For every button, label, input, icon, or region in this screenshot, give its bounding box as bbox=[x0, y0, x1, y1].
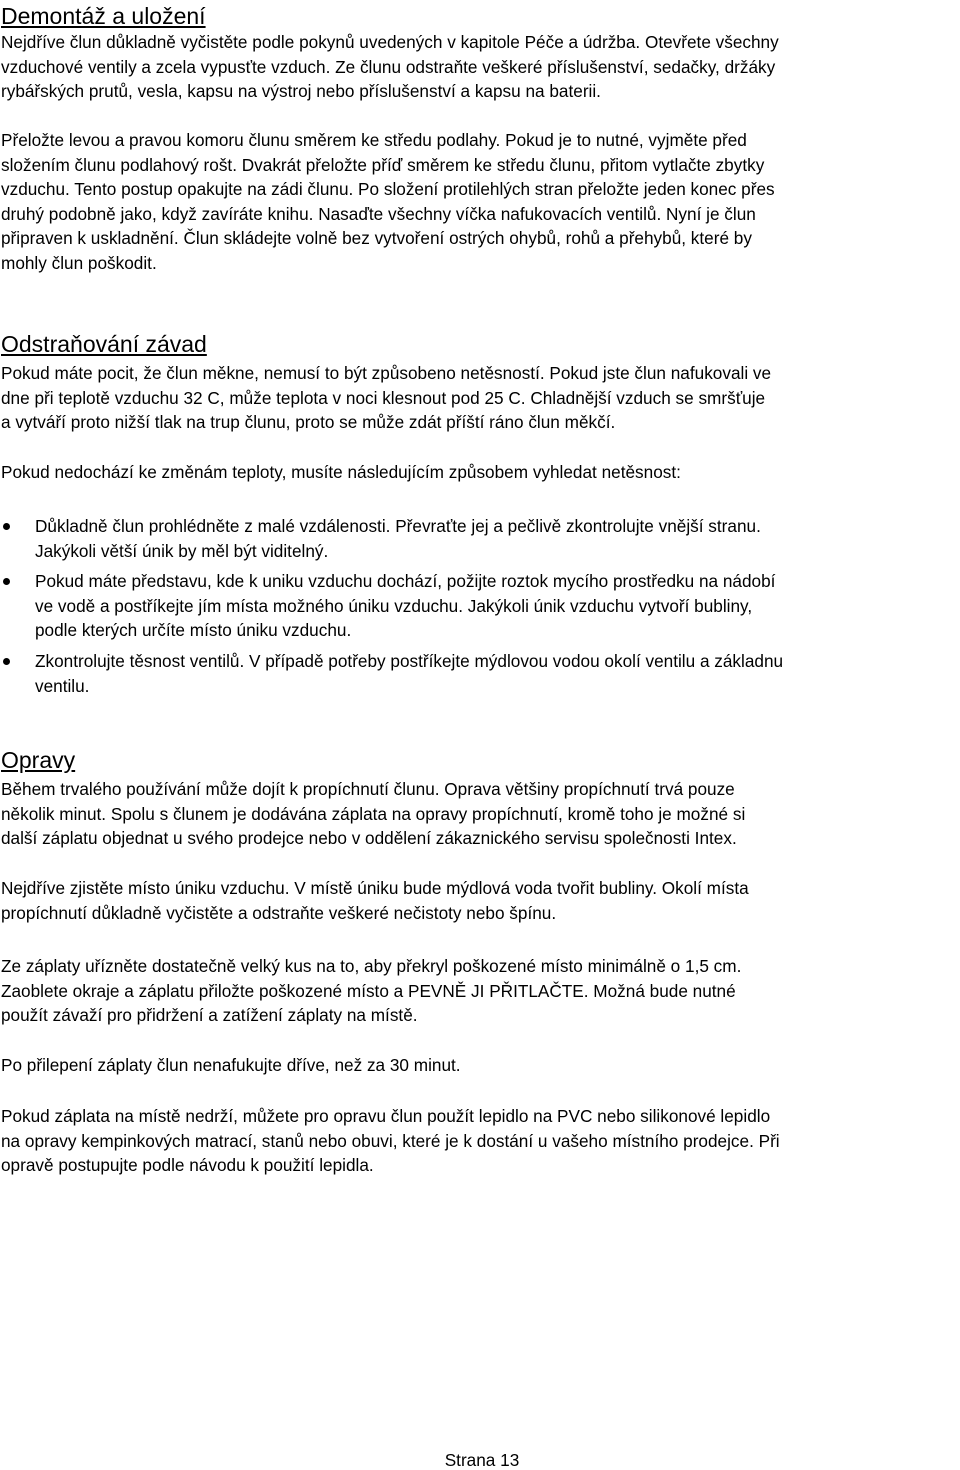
text-line: Po přilepení záplaty člun nenafukujte dříve, než za 30 minut. bbox=[1, 1055, 461, 1075]
text-line: opravě postupujte podle návodu k použití lepidla. bbox=[1, 1155, 374, 1176]
list-item bbox=[0, 514, 783, 563]
text-line: Nejdříve zjistěte místo úniku vzduchu. V místě úniku bude mýdlová voda tvořit bubliny. Okolí místa bbox=[1, 878, 749, 898]
text-line: několik minut. Spolu s člunem je dodávána záplata na opravy propíchnutí, kromě toho je možné si bbox=[1, 803, 746, 824]
text-line: další záplatu objednat u svého prodejce nebo v oddělení zákaznického servisu společnosti Intex. bbox=[1, 828, 737, 849]
text-line: Pokud záplata na místě nedrží, můžete pro opravu člun použít lepidlo na PVC nebo silikonové lepidlo bbox=[1, 1106, 771, 1126]
bullet-icon bbox=[3, 658, 10, 665]
paragraph-opravy-5 bbox=[1, 1104, 780, 1178]
text-line: ve vodě a postříkejte jím místa možného úniku vzduchu. Jakýkoli únik vzduchu vytvoří bubliny, bbox=[35, 595, 753, 616]
text-line: vzduchové ventily a zcela vypusťte vzduch. Ze člunu odstraňte veškeré příslušenství, sedačky, držáky bbox=[1, 56, 776, 77]
text-line: složením člunu podlahový rošt. Dvakrát přeložte příď směrem ke středu člunu, přitom vytlačte zbytky bbox=[1, 154, 765, 175]
text-line: Zkontrolujte těsnost ventilů. V případě potřeby postříkejte mýdlovou vodou okolí ventilu a základnu bbox=[35, 650, 784, 671]
paragraph-opravy-2 bbox=[1, 876, 749, 925]
heading-opravy: Opravy bbox=[1, 747, 76, 773]
list-item-text bbox=[35, 649, 783, 698]
text-line: Ze záplaty uřízněte dostatečně velký kus na to, aby překryl poškozené místo minimálně o 1,5 cm. bbox=[1, 956, 742, 976]
text-line: druhý podobně jako, když zavíráte knihu. Nasaďte všechny víčka nafukovacích ventilů. Nyní je člun bbox=[1, 203, 756, 224]
text-line: Pokud máte představu, kde k uniku vzduchu dochází, požijte roztok mycího prostředku na nádobí bbox=[35, 571, 776, 592]
text-line: a vytváří proto nižší tlak na trup člunu, proto se může zdát příští ráno člun měkčí. bbox=[1, 412, 616, 433]
list-item-text bbox=[35, 514, 783, 563]
paragraph-demontaz-2 bbox=[1, 128, 775, 276]
bullet-icon bbox=[3, 523, 10, 530]
text-line: připraven k uskladnění. Člun skládejte volně bez vytvoření ostrých ohybů, rohů a přehybů, které by bbox=[1, 228, 752, 249]
text-line: Během trvalého používání může dojít k propíchnutí člunu. Oprava většiny propíchnutí trvá pouze bbox=[1, 779, 735, 799]
text-line: Pokud nedochází ke změnám teploty, musíte následujícím způsobem vyhledat netěsnost: bbox=[1, 462, 681, 482]
text-line: Nejdříve člun důkladně vyčistěte podle pokynů uvedených v kapitole Péče a údržba. Otevřete všechny bbox=[1, 32, 779, 52]
paragraph-opravy-4 bbox=[1, 1053, 461, 1078]
page-number: Strana 13 bbox=[444, 1450, 520, 1470]
text-line: dne při teplotě vzduchu 32 C, může teplota v noci klesnout pod 25 C. Chladnější vzduch se smršťuje bbox=[1, 387, 766, 408]
text-line: na opravy kempinkových matrací, stanů nebo obuvi, které je k dostání u vašeho místního prodejce. Při bbox=[1, 1130, 780, 1151]
text-line: Pokud máte pocit, že člun měkne, nemusí to být způsobeno netěsností. Pokud jste člun nafukovali ve bbox=[1, 363, 772, 383]
leak-check-list bbox=[0, 514, 783, 698]
bullet-icon bbox=[3, 578, 10, 585]
text-line: Zaoblete okraje a záplatu přiložte poškozené místo a PEVNĚ JI PŘITLAČTE. Možná bude nutné bbox=[1, 980, 736, 1001]
text-line: propíchnutí důkladně vyčistěte a odstraňte veškeré nečistoty nebo špínu. bbox=[1, 902, 557, 923]
text-line: ventilu. bbox=[35, 675, 90, 696]
text-line: Jakýkoli větší únik by měl být viditelný. bbox=[35, 540, 329, 561]
heading-odstranovani: Odstraňování závad bbox=[1, 331, 207, 357]
paragraph-demontaz-1 bbox=[1, 30, 779, 104]
page-footer bbox=[0, 1450, 960, 1470]
text-line: použít závaží pro přidržení a zatížení záplaty na místě. bbox=[1, 1005, 418, 1026]
text-line: mohly člun poškodit. bbox=[1, 252, 157, 273]
text-line: rybářských prutů, vesla, kapsu na výstroj nebo příslušenství a kapsu na baterii. bbox=[1, 81, 601, 102]
list-item-text bbox=[35, 569, 783, 643]
list-item bbox=[0, 649, 783, 698]
text-line: Přeložte levou a pravou komoru člunu směrem ke středu podlahy. Pokud je to nutné, vyjměte před bbox=[1, 130, 747, 150]
heading-demontaz: Demontáž a uložení bbox=[1, 3, 206, 29]
paragraph-odstranovani-2 bbox=[1, 460, 681, 485]
paragraph-odstranovani-1 bbox=[1, 361, 771, 435]
text-line: podle kterých určíte místo úniku vzduchu. bbox=[35, 620, 352, 641]
paragraph-opravy-3 bbox=[1, 954, 741, 1028]
text-line: vzduchu. Tento postup opakujte na zádi člunu. Po složení protilehlých stran přeložte jeden konec přes bbox=[1, 179, 775, 200]
text-line: Důkladně člun prohlédněte z malé vzdálenosti. Převraťte jej a pečlivě zkontrolujte vnější stranu. bbox=[35, 516, 761, 536]
paragraph-opravy-1 bbox=[1, 777, 745, 851]
list-item bbox=[0, 569, 783, 643]
